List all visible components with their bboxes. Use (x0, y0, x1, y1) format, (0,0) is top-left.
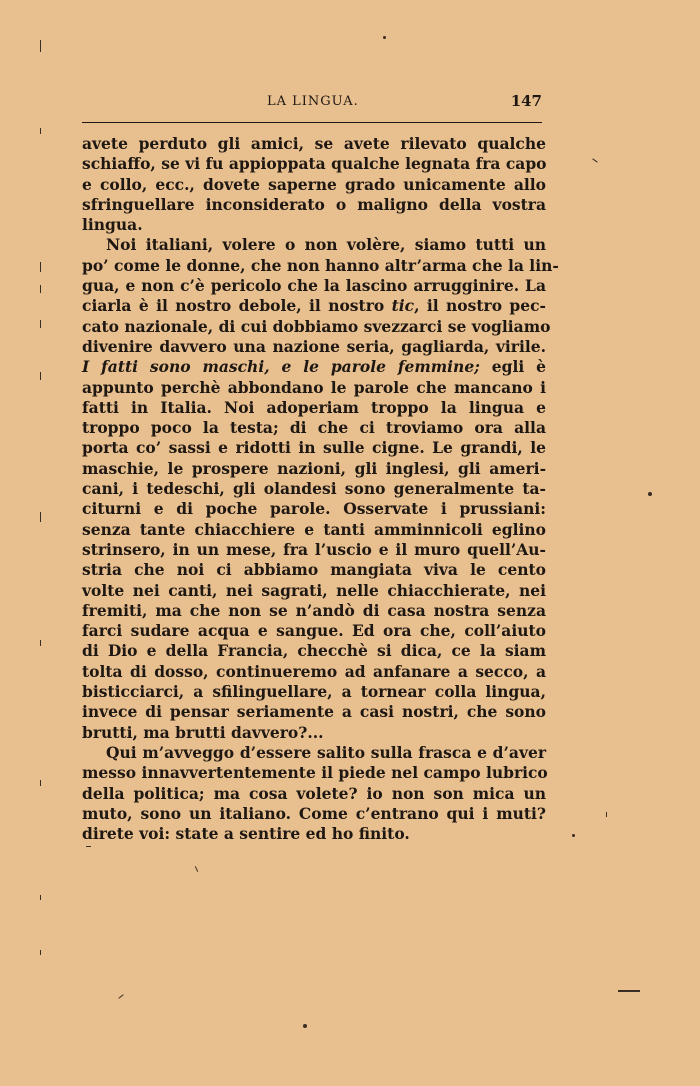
scan-speck (606, 812, 607, 817)
text-line: farci sudare acqua e sangue. Ed ora che, coll’aiuto (82, 621, 546, 641)
text-line: appunto perchè abbondano le parole che mancano i (82, 377, 546, 397)
scan-speck (618, 990, 640, 992)
text-line: troppo poco la testa; di che ci troviamo ora alla (82, 418, 546, 438)
body-text (82, 134, 559, 844)
scan-speck (40, 780, 41, 786)
scan-speck (40, 950, 41, 955)
text-line: volte nei canti, nei sagrati, nelle chiacchierate, nei (82, 580, 546, 600)
scan-speck (40, 372, 41, 380)
text-line: brutti, ma brutti davvero?... (82, 722, 324, 742)
header-rule (82, 122, 542, 123)
text-line: sfringuellare inconsiderato o maligno della vostra (82, 194, 546, 214)
scan-speck (592, 158, 597, 162)
text-line: avete perduto gli amici, se avete rilevato qualche (82, 134, 546, 153)
running-title: LA LINGUA. (267, 94, 359, 109)
text-line: di Dio e della Francia, checchè si dica, ce la siam (82, 641, 546, 661)
text-line: divenire davvero una nazione seria, gagliarda, virile. (82, 336, 546, 356)
text-line: po’ come le donne, che non hanno altr’arma che la lin- (82, 255, 559, 275)
text-line: muto, sono un italiano. Come c’entrano qui i muti? (82, 803, 546, 823)
text-line: della politica; ma cosa volete? io non son mica un (82, 783, 546, 803)
scan-speck (40, 512, 41, 522)
text-line: messo innavvertentemente il piede nel campo lubrico (82, 763, 548, 783)
text-line: invece di pensar seriamente a casi nostri, che sono (82, 702, 546, 722)
text-line: senza tante chiacchiere e tanti amminnicoli eglino (82, 519, 546, 539)
text-line: gua, e non c’è pericolo che la lascino arrugginire. La (82, 276, 546, 296)
emphasis-text: I fatti sono maschi, e le parole femmine; (82, 357, 480, 377)
text-line: direte voi: state a sentire ed ho finito. (82, 824, 410, 844)
scan-speck (40, 262, 41, 272)
text-line: bisticciarci, a sfilinguellare, a tornear colla lingua, (82, 682, 546, 702)
text-line: fremiti, ma che non se n’andò di casa nostra senza (82, 600, 546, 620)
scan-speck (86, 846, 91, 847)
scan-speck (40, 640, 41, 646)
scan-speck (118, 994, 123, 999)
text-line: Noi italiani, volere o non volère, siamo tutti un (106, 235, 546, 255)
text-line: ciarla è il nostro debole, il nostro tic, il nostro pec- (82, 296, 546, 316)
text-line: Qui m’avveggo d’essere salito sulla frasca e d’aver (106, 742, 546, 762)
text-line: lingua. (82, 215, 143, 235)
text-line: tolta di dosso, continueremo ad anfanare a secco, a (82, 661, 546, 681)
text-line: fatti in Italia. Noi adoperiam troppo la lingua e (82, 397, 546, 417)
emphasis-text: tic (391, 296, 415, 316)
text-line: maschie, le prospere nazioni, gli inglesi, gli ameri- (82, 458, 546, 478)
running-head (82, 92, 542, 112)
text-line: cani, i tedeschi, gli olandesi sono generalmente ta- (82, 479, 546, 499)
scan-speck (40, 40, 41, 52)
scan-speck (572, 834, 575, 837)
text-line: e collo, ecc., dovete saperne grado unicamente allo (82, 174, 546, 194)
scan-speck (648, 492, 652, 496)
text-line: strinsero, in un mese, fra l’uscio e il muro quell’Au- (82, 539, 546, 559)
scan-speck (40, 128, 41, 134)
text-line: stria che noi ci abbiamo mangiata viva le cento (82, 560, 546, 580)
text-line: citurni e di poche parole. Osservate i prussiani: (82, 499, 546, 519)
page-number: 147 (510, 92, 542, 110)
scan-speck (195, 866, 198, 872)
scan-speck (383, 36, 386, 39)
scan-speck (40, 895, 41, 900)
text-line: I fatti sono maschi, e le parole femmine; egli è (82, 357, 546, 377)
scan-speck (40, 285, 41, 293)
scan-speck (40, 320, 41, 328)
text-line: cato nazionale, di cui dobbiamo svezzarci se vogliamo (82, 316, 551, 336)
text-line: schiaffo, se vi fu appioppata qualche legnata fra capo (82, 154, 547, 174)
scan-speck (303, 1024, 307, 1028)
text-line: porta co’ sassi e ridotti in sulle cigne. Le grandi, le (82, 438, 546, 458)
